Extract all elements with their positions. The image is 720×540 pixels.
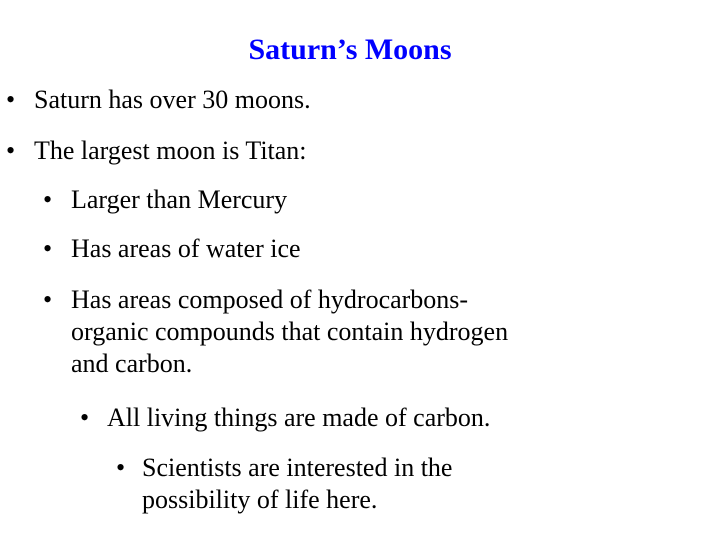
bullet-dot: • (43, 185, 53, 214)
bullet-text-line-1: Has areas composed of hydrocarbons- (71, 285, 469, 314)
bullet-dot: • (43, 285, 53, 314)
bullet-text: Saturn has over 30 moons. (34, 85, 311, 114)
bullet-dot: • (116, 453, 126, 482)
bullet-dot: • (6, 85, 16, 114)
bullet-text-line-2: possibility of life here. (142, 485, 378, 514)
bullet-text: Has areas of water ice (71, 234, 301, 263)
bullet-text-line-1: Scientists are interested in the (142, 453, 453, 482)
bullet-text: Larger than Mercury (71, 185, 288, 214)
bullet-text: The largest moon is Titan: (34, 136, 307, 165)
bullet-dot: • (80, 403, 90, 432)
bullet-text: All living things are made of carbon. (107, 403, 491, 432)
bullet-text-line-2: organic compounds that contain hydrogen (71, 317, 509, 346)
slide-title: Saturn’s Moons (248, 33, 452, 66)
bullet-text-line-3: and carbon. (71, 349, 193, 378)
bullet-dot: • (43, 234, 53, 263)
bullet-dot: • (6, 136, 16, 165)
